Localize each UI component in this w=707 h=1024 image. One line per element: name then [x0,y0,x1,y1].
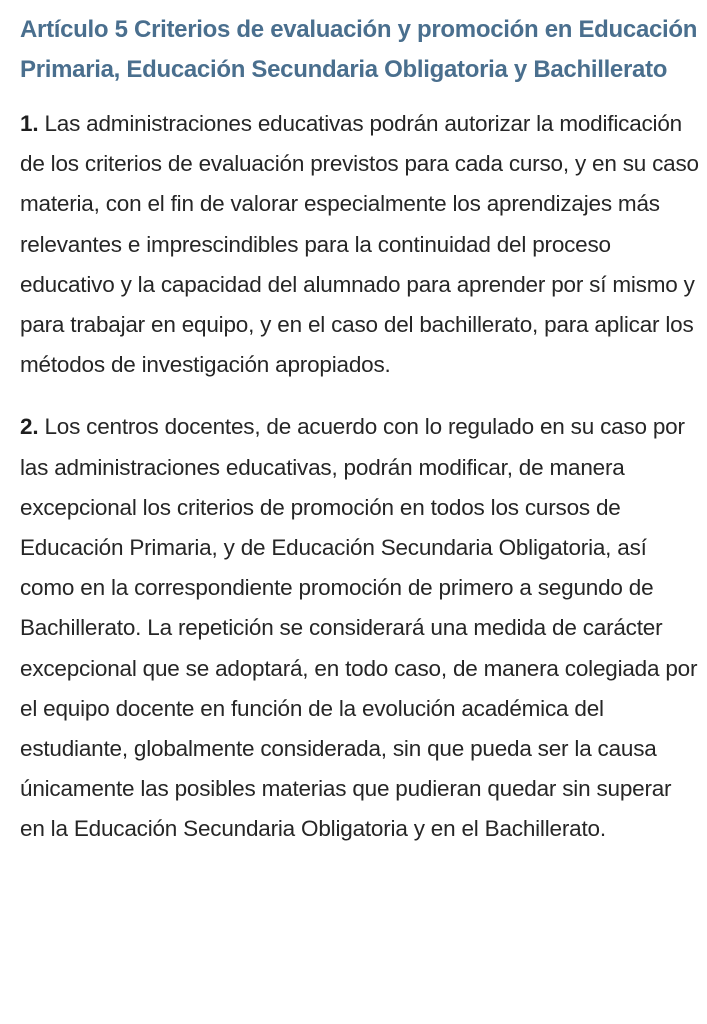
paragraph-2-number: 2. [20,414,39,440]
paragraph-2-text: Los centros docentes, de acuerdo con lo regulado en su caso por las administraciones educativas, podrán modificar, de manera excepcional los criterios de promoción en todos los cursos de Educación Primaria, y de Educación Secundaria Obligatoria, así como en la correspondiente promoción de primero a segundo de Bachillerato. La repetición se considerará una medida de carácter excepcional que se adoptará, en todo caso, de manera colegiada por el equipo docente en función de la evolución académica del estudiante, globalmente considerada, sin que pueda ser la causa únicamente las posibles materias que pudieran quedar sin superar en la Educación Secundaria Obligatoria y en el Bachillerato. [20,414,698,842]
paragraph-1-number: 1. [20,111,39,136]
paragraph-1 [20,104,700,385]
article-title: Artículo 5 Criterios de evaluación y promoción en Educación Primaria, Educación Secundaria Obligatoria y Bachillerato [20,16,698,83]
paragraph-2 [20,407,700,849]
paragraph-1-text: Las administraciones educativas podrán autorizar la modificación de los criterios de evaluación previstos para cada curso, y en su caso materia, con el fin de valorar especialmente los aprendizajes más relevantes e imprescindibles para la continuidad del proceso educativo y la capacidad del alumnado para aprender por sí mismo y para trabajar en equipo, y en el caso del bachillerato, para aplicar los métodos de investigación apropiados. [20,111,699,378]
article [20,10,700,872]
